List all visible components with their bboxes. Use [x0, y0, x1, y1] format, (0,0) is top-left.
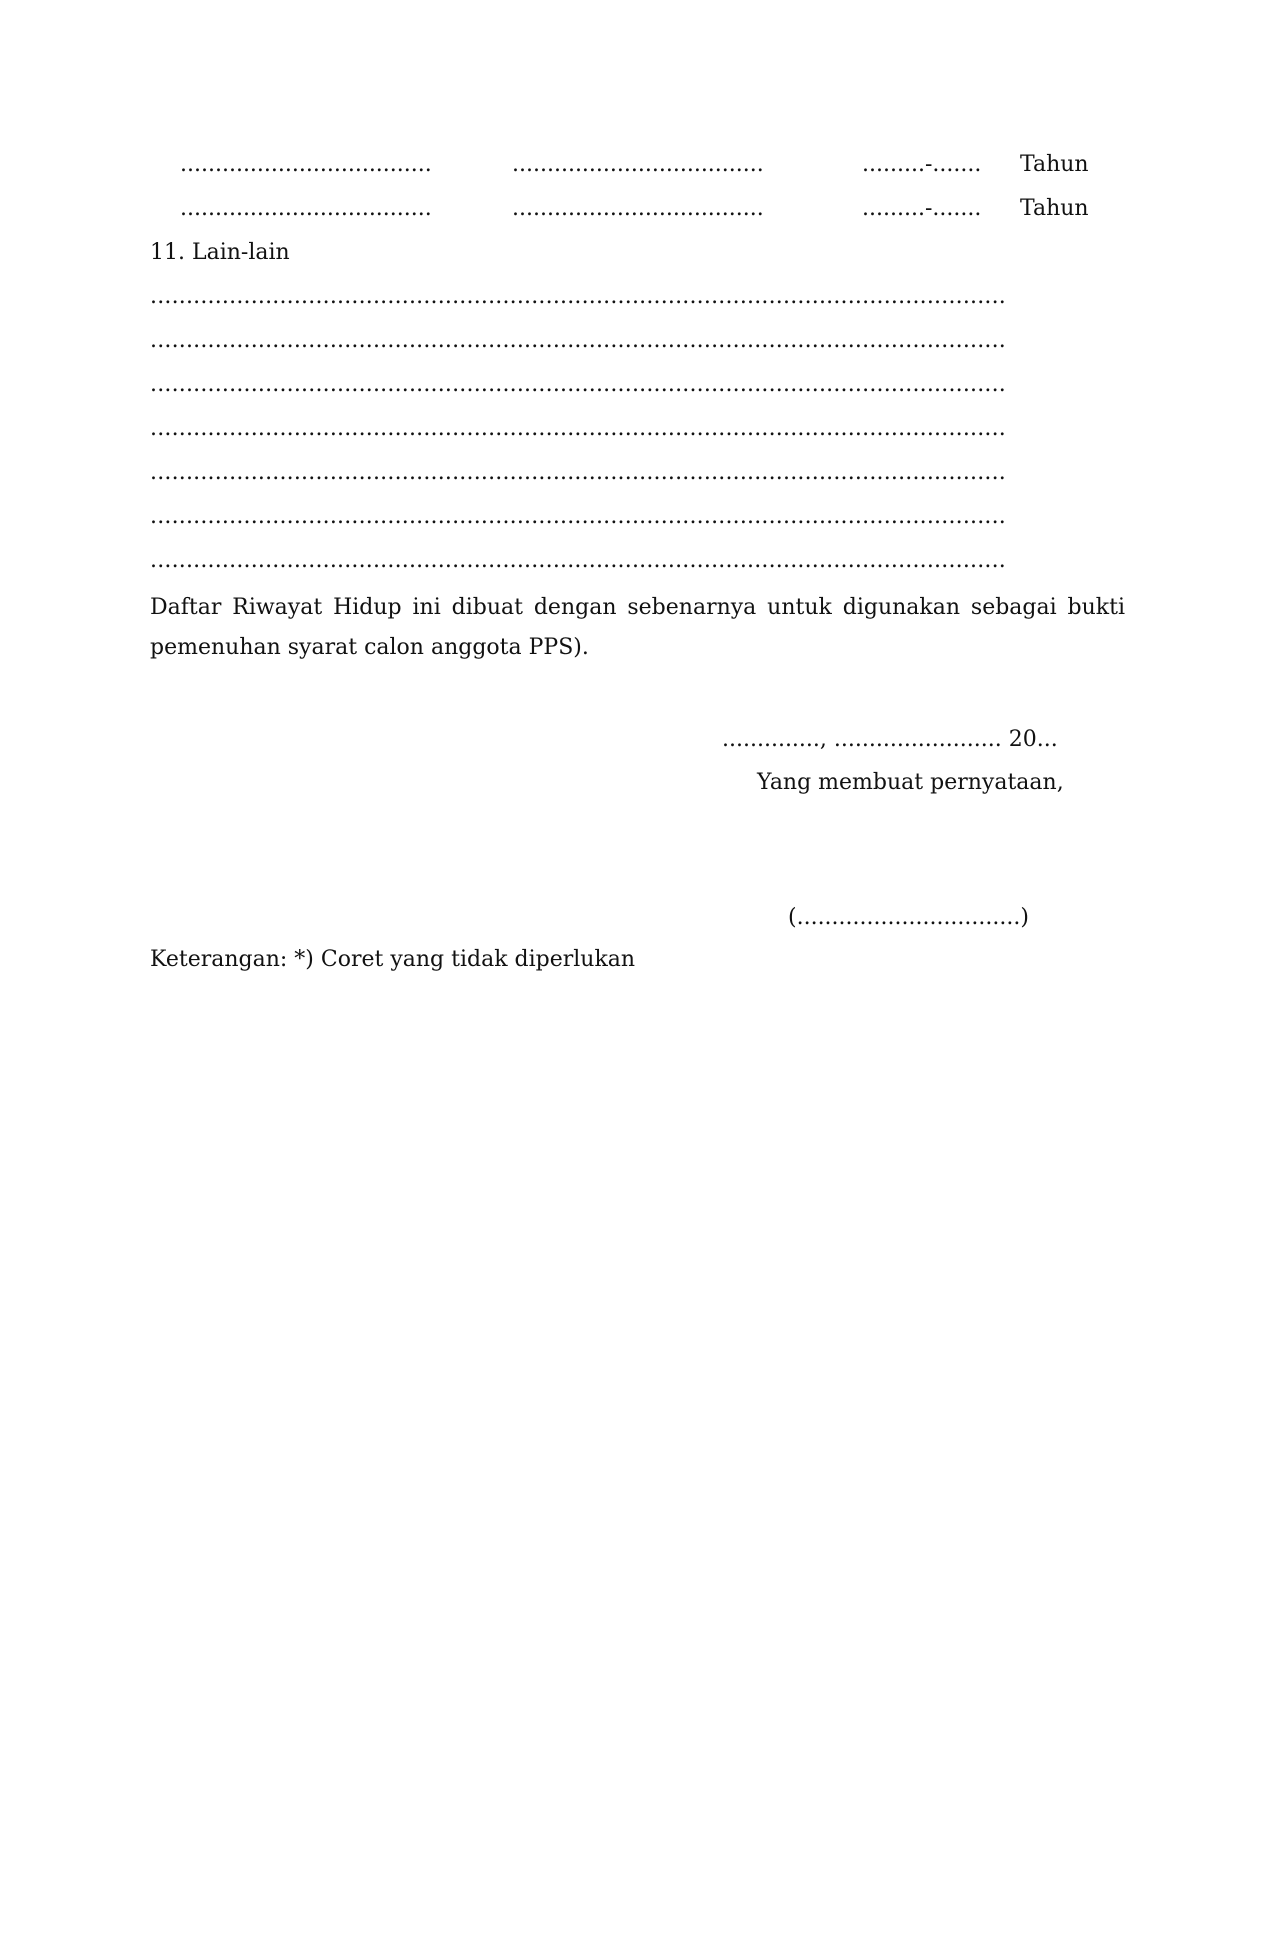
history-col-2: .................................... — [512, 196, 764, 221]
fill-line: ....................................................................................................................... — [150, 548, 1006, 573]
fill-line: ....................................................................................................................... — [150, 504, 1006, 529]
statement-paragraph: Daftar Riwayat Hidup ini dibuat dengan sebenarnya untuk digunakan sebagai bukti pemenuhan syarat calon anggota PPS). — [150, 595, 1125, 660]
signature-name-placeholder: (................................) — [788, 905, 1029, 930]
fill-line: ....................................................................................................................... — [150, 328, 1006, 353]
fill-line: ....................................................................................................................... — [150, 416, 1006, 441]
history-period: .........-....... — [862, 196, 982, 221]
footnote: Keterangan: *) Coret yang tidak diperlukan — [150, 947, 636, 972]
fill-line: ....................................................................................................................... — [150, 460, 1006, 485]
history-col-1: .................................... — [180, 152, 432, 177]
history-col-2: .................................... — [512, 152, 764, 177]
history-unit: Tahun — [1020, 152, 1089, 177]
history-unit: Tahun — [1020, 196, 1089, 221]
fill-line: ....................................................................................................................... — [150, 372, 1006, 397]
fill-line: ....................................................................................................................... — [150, 284, 1006, 309]
signature-label: Yang membuat pernyataan, — [757, 770, 1064, 795]
place-date-line: .............., ........................ 20... — [722, 727, 1058, 752]
section-11-title: 11. Lain-lain — [150, 240, 290, 265]
history-period: .........-....... — [862, 152, 982, 177]
history-col-1: .................................... — [180, 196, 432, 221]
